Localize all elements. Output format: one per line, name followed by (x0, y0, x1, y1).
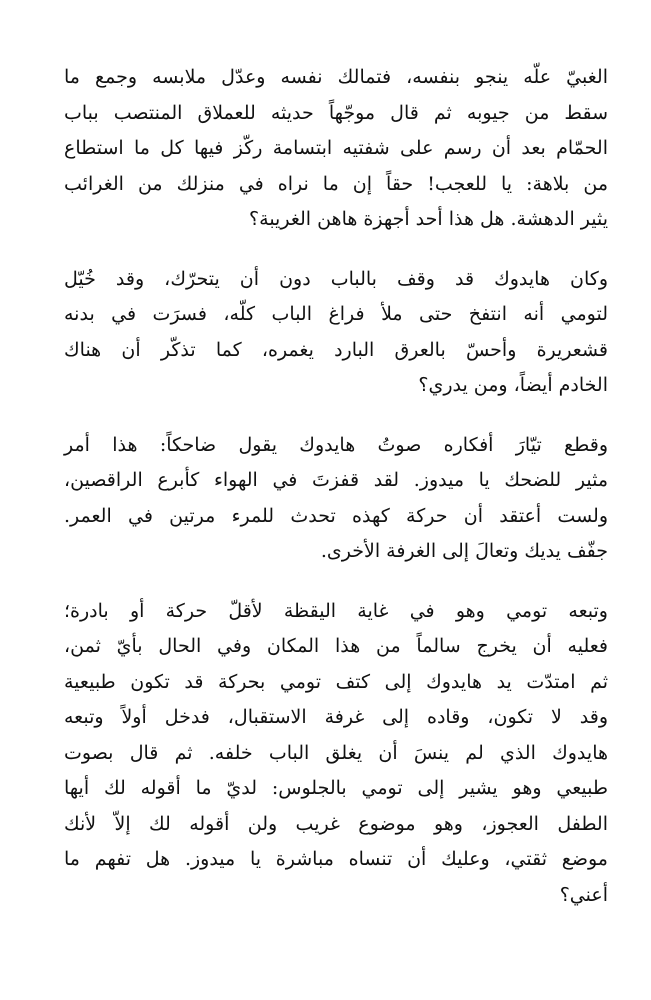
text-line: طبيعي وهو يشير إلى تومي بالجلوس: لديّ ما أقوله لك أيها (64, 777, 608, 799)
paragraph-1 (64, 60, 608, 238)
text-line: قشعريرة وأحسّ بالعرق البارد يغمره، كما تذكّر أن هناك (64, 338, 608, 361)
text-line: الغبيّ علّه ينجو بنفسه، فتمالك نفسه وعدّل ملابسه وجمع ما (64, 66, 608, 88)
text-line: موضع ثقتي، وعليك أن تنساه مباشرة يا ميدوز. هل تفهم ما (64, 848, 608, 870)
text-line: وتبعه تومي وهو في غاية اليقظة لأقلّ حركة أو بادرة؛ (64, 599, 608, 622)
text-line: لتومي أنه انتفخ حتى ملأ فراغ الباب كلّه، فسرَت في بدنه (64, 303, 608, 325)
text-line: الطفل العجوز، وهو موضوع غريب ولن أقوله لك إلاّ لأنك (64, 812, 608, 835)
text-line: يثير الدهشة. هل هذا أحد أجهزة هاهن الغريبة؟ (249, 208, 608, 230)
text-line: من بلاهة: يا للعجب! حقاً إن ما نراه في منزلك من الغرائب (64, 172, 608, 195)
text-line: هايدوك الذي لم ينسَ أن يغلق الباب خلفه. ثم قال بصوت (64, 741, 608, 764)
text-line: جفّف يديك وتعالَ إلى الغرفة الأخرى. (320, 540, 608, 562)
book-page (64, 60, 608, 990)
text-line: وكان هايدوك قد وقف بالباب دون أن يتحرّك، وقد خُيّل (64, 267, 608, 290)
text-line: ولست أعتقد أن حركة كهذه تحدث للمرء مرتين في العمر. (64, 504, 608, 527)
text-line: الخادم أيضاً، ومن يدري؟ (418, 374, 608, 396)
text-line: الحمّام بعد أن رسم على شفتيه ابتسامة ركّز فيها كل ما استطاع (64, 137, 608, 159)
text-line: وقد لا تكون، وقاده إلى غرفة الاستقبال، فدخل أولاً وتبعه (64, 706, 608, 728)
text-line: مثير للضحك يا ميدوز. لقد قفزتَ في الهواء كأبرع الراقصين، (64, 469, 608, 491)
paragraph-2 (64, 262, 608, 404)
paragraph-4 (64, 594, 608, 914)
text-line: أعني؟ (559, 883, 608, 906)
text-line: فعليه أن يخرج سالماً من هذا المكان وفي الحال بأيّ ثمن، (64, 635, 608, 657)
text-line: ثم امتدّت يد هايدوك إلى كتف تومي بحركة قد تكون طبيعية (64, 670, 608, 693)
text-line: سقط من جيوبه ثم قال موجّهاً حديثه للعملاق المنتصب بباب (64, 101, 608, 124)
text-line: وقطع تيّارَ أفكاره صوتُ هايدوك يقول ضاحكاً: هذا أمر (64, 433, 608, 456)
paragraph-3 (64, 428, 608, 570)
